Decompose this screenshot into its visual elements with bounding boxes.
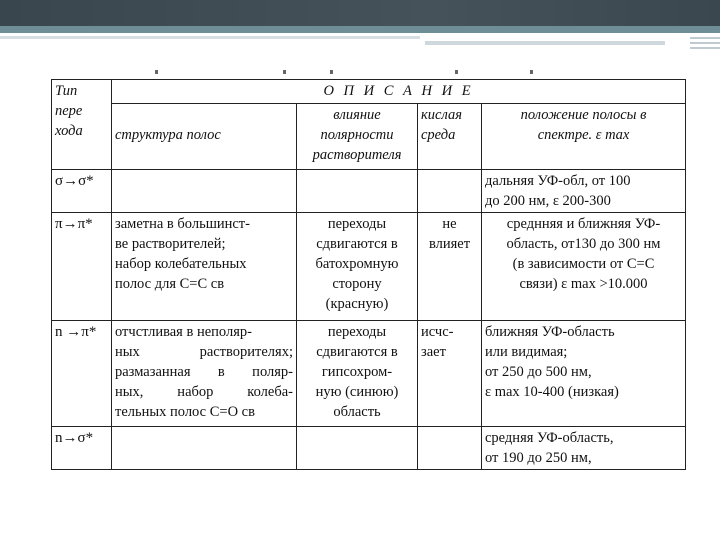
polarity-cell: переходы сдвигаются в гипсохром- ную (синюю) область (297, 321, 418, 427)
mark (530, 70, 533, 74)
position-cell: среднняя и ближняя УФ- область, от130 до 300 нм (в зависимости от С=С связи) ε max >10.000 (482, 213, 686, 321)
structure-cell (112, 427, 297, 470)
polarity-cell (297, 170, 418, 213)
mark (155, 70, 158, 74)
mark (455, 70, 458, 74)
table-row (52, 213, 686, 321)
slide-accent-bar (0, 26, 720, 33)
acid-cell: не влияет (418, 213, 482, 321)
decor-line-1 (0, 36, 420, 39)
header-polarity: влияние полярности растворителя (297, 104, 418, 170)
transitions-table (51, 79, 686, 470)
acid-cell (418, 427, 482, 470)
header-acid: кислая среда (418, 104, 482, 170)
polarity-cell (297, 427, 418, 470)
decor-corner (690, 34, 720, 49)
position-cell: дальняя УФ-обл, от 100 до 200 нм, ε 200-300 (482, 170, 686, 213)
table-row (52, 321, 686, 427)
mark (330, 70, 333, 74)
structure-cell (112, 170, 297, 213)
polarity-cell: переходы сдвигаются в батохромную сторону (красную) (297, 213, 418, 321)
header-structure: структура полос (112, 104, 297, 170)
acid-cell (418, 170, 482, 213)
table-row (52, 427, 686, 470)
mark (283, 70, 286, 74)
structure-cell: заметна в большинст- ве растворителей; набор колебательных полос для С=С св (112, 213, 297, 321)
position-cell: средняя УФ-область, от 190 до 250 нм, (482, 427, 686, 470)
structure-cell: отчстливая в неполяр- ных растворителях; размазанная в поляр- ных, набор колеба- тельных полос С=О св (112, 321, 297, 427)
table-row (52, 170, 686, 213)
decor-line-2 (425, 41, 665, 45)
transition-type: n →π* (52, 321, 112, 427)
acid-cell: исчс- зает (418, 321, 482, 427)
header-position: положение полосы в спектре. ε max (482, 104, 686, 170)
slide-header-bar (0, 0, 720, 26)
header-description: О П И С А Н И Е (112, 80, 686, 104)
header-type: Тип пере хода (52, 80, 112, 170)
transition-type: π→π* (52, 213, 112, 321)
transition-type: σ→σ* (52, 170, 112, 213)
position-cell: ближняя УФ-область или видимая; от 250 до 500 нм, ε max 10-400 (низкая) (482, 321, 686, 427)
transition-type: n→σ* (52, 427, 112, 470)
